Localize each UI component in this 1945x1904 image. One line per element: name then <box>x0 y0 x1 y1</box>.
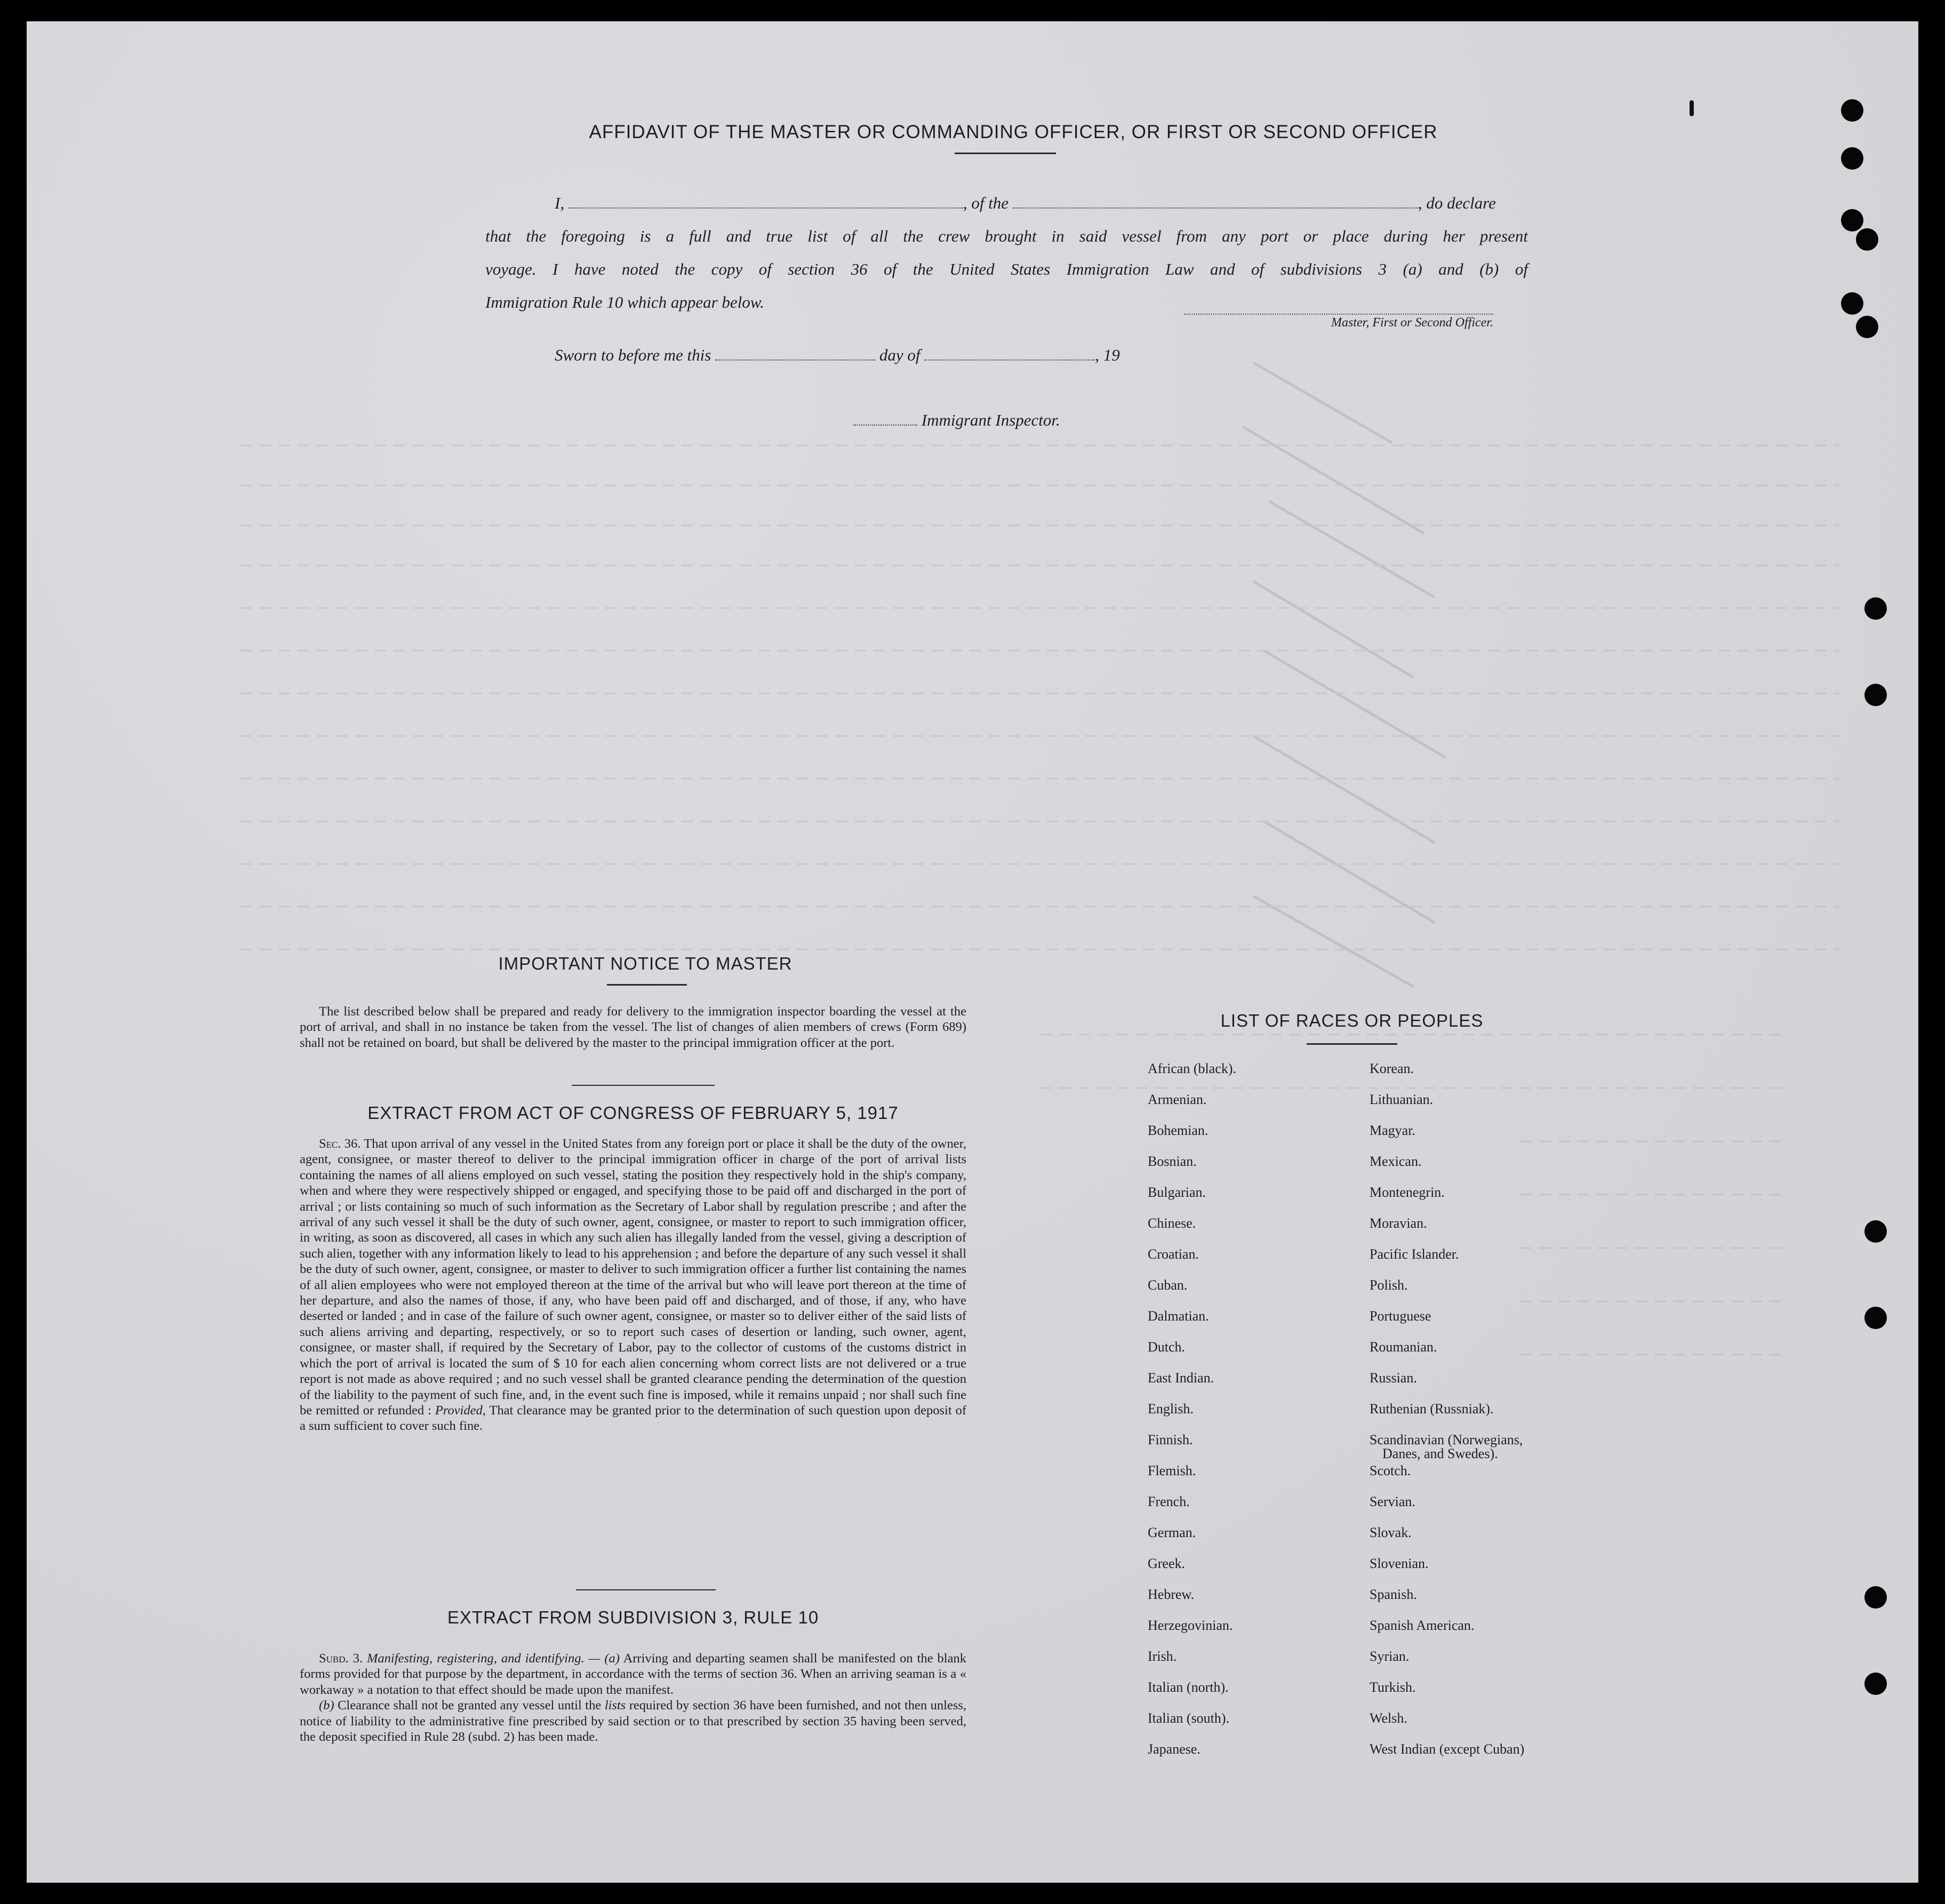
race-name: Pacific Islander. <box>1370 1246 1459 1262</box>
race-item <box>1370 1711 1636 1742</box>
affidavit-title: AFFIDAVIT OF THE MASTER OR COMMANDING OFFICER, OR FIRST OR SECOND OFFICER <box>589 122 1438 142</box>
races-title: LIST OF RACES OR PEOPLES <box>1220 1011 1484 1030</box>
race-item <box>1148 1742 1340 1773</box>
race-name: Mexican. <box>1370 1154 1422 1169</box>
race-item <box>1370 1309 1636 1340</box>
subd-b-label: (b) <box>319 1698 334 1713</box>
act-provided: Provided, <box>435 1403 486 1418</box>
binder-hole <box>1841 147 1863 170</box>
race-name: Montenegrin. <box>1370 1185 1445 1200</box>
race-item <box>1370 1216 1636 1247</box>
race-name-continued: Danes, and Swedes). <box>1382 1446 1498 1461</box>
race-name: Italian (south). <box>1148 1710 1230 1726</box>
day-blank[interactable] <box>715 359 875 361</box>
race-name: Korean. <box>1370 1061 1414 1076</box>
race-name: Moravian. <box>1370 1215 1427 1231</box>
race-item <box>1148 1154 1340 1185</box>
margin-mark <box>1690 100 1694 116</box>
vessel-blank[interactable] <box>1013 207 1418 209</box>
subd-b-text-1: Clearance shall not be granted any vessel until the <box>338 1698 602 1713</box>
binder-hole <box>1856 228 1878 251</box>
race-name: German. <box>1148 1525 1196 1540</box>
race-item <box>1370 1556 1636 1587</box>
race-item <box>1148 1463 1340 1494</box>
inspector-signature-blank[interactable] <box>853 424 917 426</box>
race-name: Spanish American. <box>1370 1618 1475 1633</box>
race-item <box>1148 1494 1340 1525</box>
race-name: Dutch. <box>1148 1339 1186 1355</box>
race-name: Scotch. <box>1370 1463 1411 1478</box>
race-item <box>1148 1680 1340 1711</box>
race-item <box>1148 1587 1340 1618</box>
race-item <box>1148 1278 1340 1309</box>
race-name: Croatian. <box>1148 1246 1199 1262</box>
race-item <box>1370 1123 1636 1154</box>
race-item <box>1370 1433 1636 1463</box>
race-name: Cuban. <box>1148 1277 1188 1293</box>
race-item <box>1370 1618 1636 1649</box>
affidavit-body <box>485 187 1528 319</box>
sworn-day-of: day of <box>879 346 921 364</box>
race-name: Bohemian. <box>1148 1123 1208 1138</box>
inspector-label: Immigrant Inspector. <box>921 411 1060 429</box>
affidavit-i: I, <box>555 194 565 212</box>
binder-hole <box>1841 99 1863 122</box>
races-rule <box>1307 1043 1397 1045</box>
races-column-1 <box>1148 1061 1340 1773</box>
name-blank[interactable] <box>569 207 963 209</box>
race-item <box>1370 1154 1636 1185</box>
race-item <box>1148 1216 1340 1247</box>
act-title: EXTRACT FROM ACT OF CONGRESS OF FEBRUARY 5, 1917 <box>367 1103 899 1123</box>
subd-b-lists: lists <box>604 1698 626 1713</box>
binder-hole <box>1864 1586 1887 1609</box>
title-rule <box>955 153 1056 154</box>
race-name: Roumanian. <box>1370 1339 1437 1355</box>
race-name: Finnish. <box>1148 1432 1193 1447</box>
affidavit-declare: , do declare <box>1418 194 1496 212</box>
race-name: Dalmatian. <box>1148 1308 1209 1324</box>
race-name: Lithuanian. <box>1370 1092 1434 1107</box>
officer-signature-line[interactable] <box>1184 314 1493 315</box>
sworn-text: Sworn to before me this <box>555 346 711 364</box>
race-item <box>1370 1494 1636 1525</box>
race-item <box>1148 1247 1340 1278</box>
race-item <box>1370 1525 1636 1556</box>
binder-hole <box>1864 1220 1887 1243</box>
race-item <box>1148 1556 1340 1587</box>
race-item <box>1148 1123 1340 1154</box>
race-name: Magyar. <box>1370 1123 1415 1138</box>
race-item <box>1148 1309 1340 1340</box>
race-item <box>1148 1525 1340 1556</box>
race-item <box>1148 1185 1340 1216</box>
race-item <box>1370 1185 1636 1216</box>
sworn-year: , 19 <box>1095 346 1120 364</box>
race-name: Syrian. <box>1370 1649 1410 1664</box>
race-name: Greek. <box>1148 1556 1186 1571</box>
race-name: Russian. <box>1370 1370 1417 1386</box>
race-name: Bosnian. <box>1148 1154 1197 1169</box>
affidavit-line-2: that the foregoing is a full and true list of all the crew brought in said vessel from any port or place during her present <box>485 227 1528 245</box>
subd-heading: Manifesting, registering, and identifying. — (a) <box>367 1651 620 1666</box>
race-name: Welsh. <box>1370 1710 1407 1726</box>
race-name: Flemish. <box>1148 1463 1196 1478</box>
subd-text: Arriving and departing seamen shall be manifested on the blank forms provided for that purpose by the department, in accordance with the terms of section 36. When an arriving seaman is a « workaway » a notation to that effect should be made upon the manifest. <box>300 1651 966 1697</box>
race-name: Irish. <box>1148 1649 1177 1664</box>
binder-hole <box>1864 1307 1887 1329</box>
race-item <box>1370 1649 1636 1680</box>
notice-paragraph: The list described below shall be prepared and ready for delivery to the immigration inspector boarding the vessel at the port of arrival, and shall in no instance be taken from the vessel. The list of changes of alien members of crews (Form 689) shall not be retained on board, but shall be delivered by the master to the principal immigration officer at the port. <box>300 1004 966 1050</box>
race-item <box>1370 1247 1636 1278</box>
race-item <box>1148 1402 1340 1433</box>
race-name: Armenian. <box>1148 1092 1207 1107</box>
race-name: East Indian. <box>1148 1370 1214 1386</box>
race-name: Turkish. <box>1370 1679 1416 1695</box>
affidavit-line-3: voyage. I have noted the copy of section 36 of the United States Immigration Law and of subdivisions 3 (a) and (b) of <box>485 260 1528 278</box>
act-text-end: That clearance may be granted prior to the determination of such question upon deposit of a sum sufficient to cover such fine. <box>300 1403 967 1434</box>
race-item <box>1148 1649 1340 1680</box>
notice-text <box>300 1004 966 1051</box>
race-name: Hebrew. <box>1148 1587 1195 1602</box>
race-item <box>1370 1340 1636 1371</box>
document-page <box>27 21 1918 1883</box>
race-name: Chinese. <box>1148 1215 1196 1231</box>
race-item <box>1148 1061 1340 1092</box>
race-name: Herzegovinian. <box>1148 1618 1233 1633</box>
inspector-line <box>853 411 1060 430</box>
race-name: Bulgarian. <box>1148 1185 1206 1200</box>
race-item <box>1370 1402 1636 1433</box>
race-name: Ruthenian (Russniak). <box>1370 1401 1494 1417</box>
race-name: West Indian (except Cuban) <box>1370 1741 1525 1757</box>
race-name: Servian. <box>1370 1494 1415 1509</box>
race-item <box>1370 1061 1636 1092</box>
race-name: Japanese. <box>1148 1741 1200 1757</box>
affidavit-of-the: , of the <box>963 194 1009 212</box>
subd-b-text-2: required by section 36 have been furnished, and not then unless, notice of liability to the administrative fine prescribed by said section or to that prescribed by section 35 having been served, the deposit specified in Rule 28 (subd. 2) has been made. <box>300 1698 967 1745</box>
binder-hole <box>1841 209 1863 231</box>
binder-hole <box>1864 1673 1887 1695</box>
race-name: English. <box>1148 1401 1194 1417</box>
race-item <box>1370 1680 1636 1711</box>
race-item <box>1148 1618 1340 1649</box>
act-text <box>300 1136 966 1434</box>
race-name: Slovenian. <box>1370 1556 1429 1571</box>
races-column-2 <box>1370 1061 1636 1773</box>
race-item <box>1148 1340 1340 1371</box>
section-divider <box>572 1085 715 1086</box>
binder-hole <box>1864 597 1887 620</box>
race-item <box>1148 1433 1340 1463</box>
binder-hole <box>1841 292 1863 315</box>
affidavit-line-4: Immigration Rule 10 which appear below. <box>485 293 764 311</box>
race-item <box>1370 1463 1636 1494</box>
race-item <box>1148 1711 1340 1742</box>
race-name: Scandinavian (Norwegians, <box>1370 1432 1523 1447</box>
race-name: Italian (north). <box>1148 1679 1229 1695</box>
binder-hole <box>1864 684 1887 706</box>
race-name: Slovak. <box>1370 1525 1412 1540</box>
race-item <box>1148 1092 1340 1123</box>
race-item <box>1370 1278 1636 1309</box>
month-blank[interactable] <box>924 359 1095 361</box>
race-item <box>1370 1092 1636 1123</box>
rule-title: EXTRACT FROM SUBDIVISION 3, RULE 10 <box>447 1607 819 1627</box>
binder-hole <box>1856 316 1878 338</box>
race-item <box>1370 1742 1636 1773</box>
race-item <box>1370 1371 1636 1402</box>
rule-text <box>300 1651 966 1745</box>
race-name: French. <box>1148 1494 1190 1509</box>
race-name: Spanish. <box>1370 1587 1417 1602</box>
race-item <box>1370 1587 1636 1618</box>
officer-signature-label: Master, First or Second Officer. <box>1331 316 1493 330</box>
race-name: African (black). <box>1148 1061 1237 1076</box>
race-item <box>1148 1371 1340 1402</box>
section-divider <box>576 1589 716 1590</box>
sworn-line <box>555 346 1120 365</box>
act-section-label: Sec. 36. <box>319 1137 361 1151</box>
race-name: Portuguese <box>1370 1308 1431 1324</box>
notice-rule <box>607 984 687 986</box>
subd-label: Subd. 3. <box>319 1651 363 1666</box>
notice-title: IMPORTANT NOTICE TO MASTER <box>498 954 793 973</box>
race-name: Polish. <box>1370 1277 1408 1293</box>
act-text-main: That upon arrival of any vessel in the United States from any foreign port or place it shall be the duty of the owner, agent, consignee, or master thereof to deliver to the principal immigration officer in charge of the port of arrival lists containing the names of all aliens employed on such vessel, stating the position they respectively hold in the ship's company, when and where they were respectively shipped or engaged, and specifying those to be paid off and discharged in the port of arrival ; or lists containing so much of such information as the Secretary of Labor shall by regulation prescribe ; and after the arrival of any such vessel it shall be the duty of such owner, agent, consignee, or master to report to such immigration officer, in writing, as soon as discovered, all cases in which any such alien has illegally landed from the vessel, giving a description of such alien, together with any information likely to lead to his apprehension ; and before the departure of any such vessel it shall be the duty of such owner, agent, consignee, or master to deliver to such immigration officer a further list containing the names of all alien employees who were not employed thereon at the time of the arrival but who will leave port thereon at the time of her departure, and also the names of those, if any, who have been paid off and discharged, and of those, if any, who have deserted or landed ; and in case of the failure of such owner agent, consignee, or master so to deliver either of the said lists of such aliens arriving and departing, respectively, or so to report such cases of desertion or landing, such owner, agent, consignee, or master shall, if required by the Secretary of Labor, pay to the collector of customs of the customs district in which the port of arrival is located the sum of $ 10 for each alien concerning whom correct lists are not delivered or a true report is not made as above required ; and no such vessel shall be granted clearance pending the determination of the question of the liability to the payment of such fine, and, in the event such fine is imposed, while it remains unpaid ; nor shall such fine be remitted or refunded : <box>300 1137 967 1418</box>
